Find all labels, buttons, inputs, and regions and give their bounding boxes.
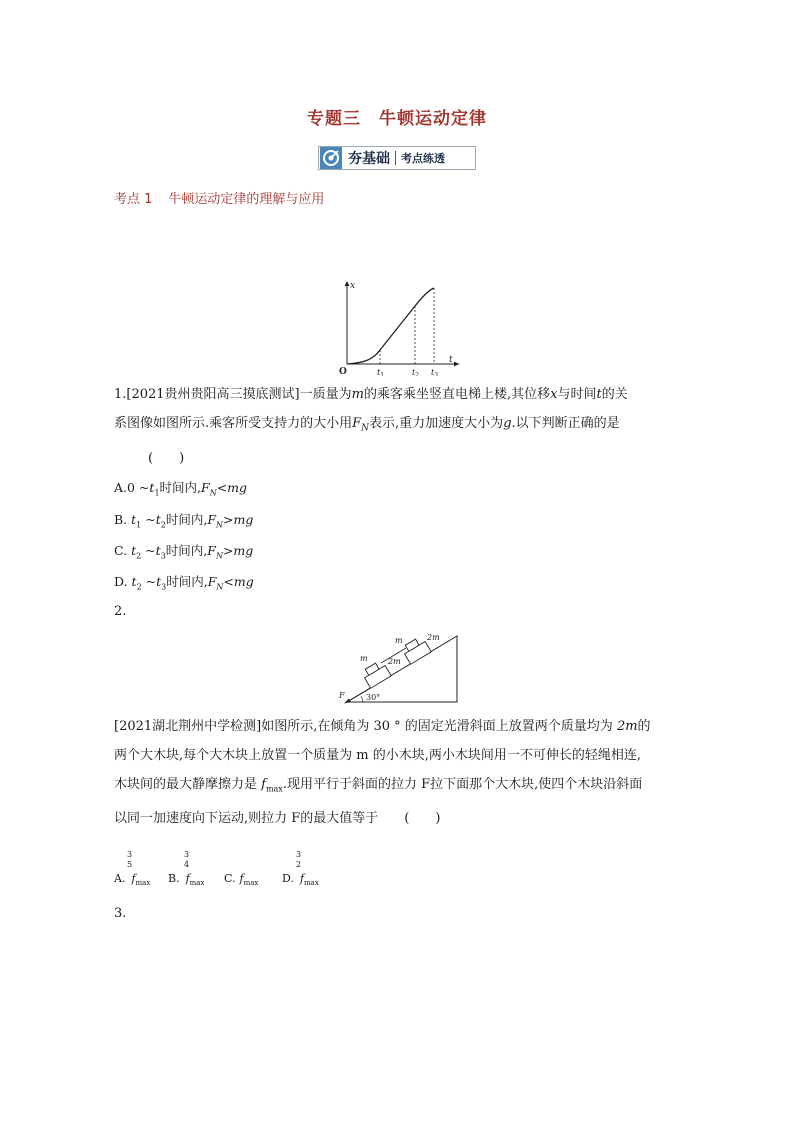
label-angle: 30° xyxy=(366,693,381,702)
question-3-number: 3. xyxy=(114,906,127,921)
displacement-time-graph xyxy=(335,278,465,376)
q1-option-d: D. $t_2$ $\sim t_3$时间内$,F_N<mg$ xyxy=(114,574,254,592)
graph-origin: O xyxy=(339,367,347,376)
q2-line-2: 两个大木块,每个大木块上放置一个质量为 m 的小木块,两小木块间用一不可伸长的轻绳相连, xyxy=(114,748,641,763)
q1-line-2: 系图像如图所示.乘客所受支持力的大小用$F_N$表示,重力加速度大小为g.以下判断正确的是 xyxy=(114,416,620,434)
section-heading xyxy=(114,188,340,207)
q2-line-1: [2021湖北荆州中学检测]如图所示,在倾角为 30 ° 的固定光滑斜面上放置两个质量均为 2m的 xyxy=(114,719,651,734)
graph-t1: $t_1$ xyxy=(377,368,385,376)
incline-figure xyxy=(333,628,463,706)
label-force: F xyxy=(339,691,345,700)
graph-t3: $t_3$ xyxy=(431,368,439,376)
graph-t2: $t_2$ xyxy=(412,368,420,376)
q1-answer-bracket: ( ) xyxy=(148,450,185,466)
page-title: 专题三 牛顿运动定律 xyxy=(307,109,487,129)
q2-options: 3 5 A. $f_{max}$ 3 4 B. $f_{max}$ C. $f_{max}$ 3 2 D. $f_{max}$ xyxy=(114,850,319,888)
target-icon xyxy=(320,147,342,169)
badge-divider xyxy=(395,151,396,165)
question-2-stem xyxy=(114,712,684,833)
label-m-upper: m xyxy=(395,636,403,645)
q2-line-3: 木块间的最大静摩擦力是 $f_{max}$.现用平行于斜面的拉力 F拉下面那个大木块,使四个木块沿斜面 xyxy=(114,777,643,794)
graph-y-label: x xyxy=(350,281,356,291)
q1-option-b: B. $t_1$ $\sim t_2$时间内$,F_N>mg$ xyxy=(114,512,254,530)
section-text: 牛顿运动定律的理解与应用 xyxy=(168,192,325,207)
label-2m-lower: 2m xyxy=(388,657,401,666)
q2-line-4: 以同一加速度向下运动,则拉力 F的最大值等于 ( ) xyxy=(114,810,441,826)
q1-option-a: A.0 $\sim t_1$时间内$,F_N<mg$ xyxy=(114,480,248,498)
section-badge xyxy=(318,146,476,170)
q1-line-1: 1.[2021贵州贵阳高三摸底测试]一质量为m的乘客乘坐竖直电梯上楼,其位移x与时间t的关 xyxy=(114,387,628,402)
label-m-lower: m xyxy=(360,654,368,663)
badge-sub: 考点练透 xyxy=(401,152,445,165)
graph-x-label: t xyxy=(449,355,453,365)
q1-option-c: C. $t_2$ $\sim t_3$时间内$,F_N>mg$ xyxy=(114,543,254,561)
question-1-stem xyxy=(114,380,684,473)
section-label: 考点 1 xyxy=(114,192,153,207)
question-2-number: 2. xyxy=(114,604,127,619)
badge-main: 夯基础 xyxy=(348,151,390,167)
label-2m-upper: 2m xyxy=(427,633,440,642)
